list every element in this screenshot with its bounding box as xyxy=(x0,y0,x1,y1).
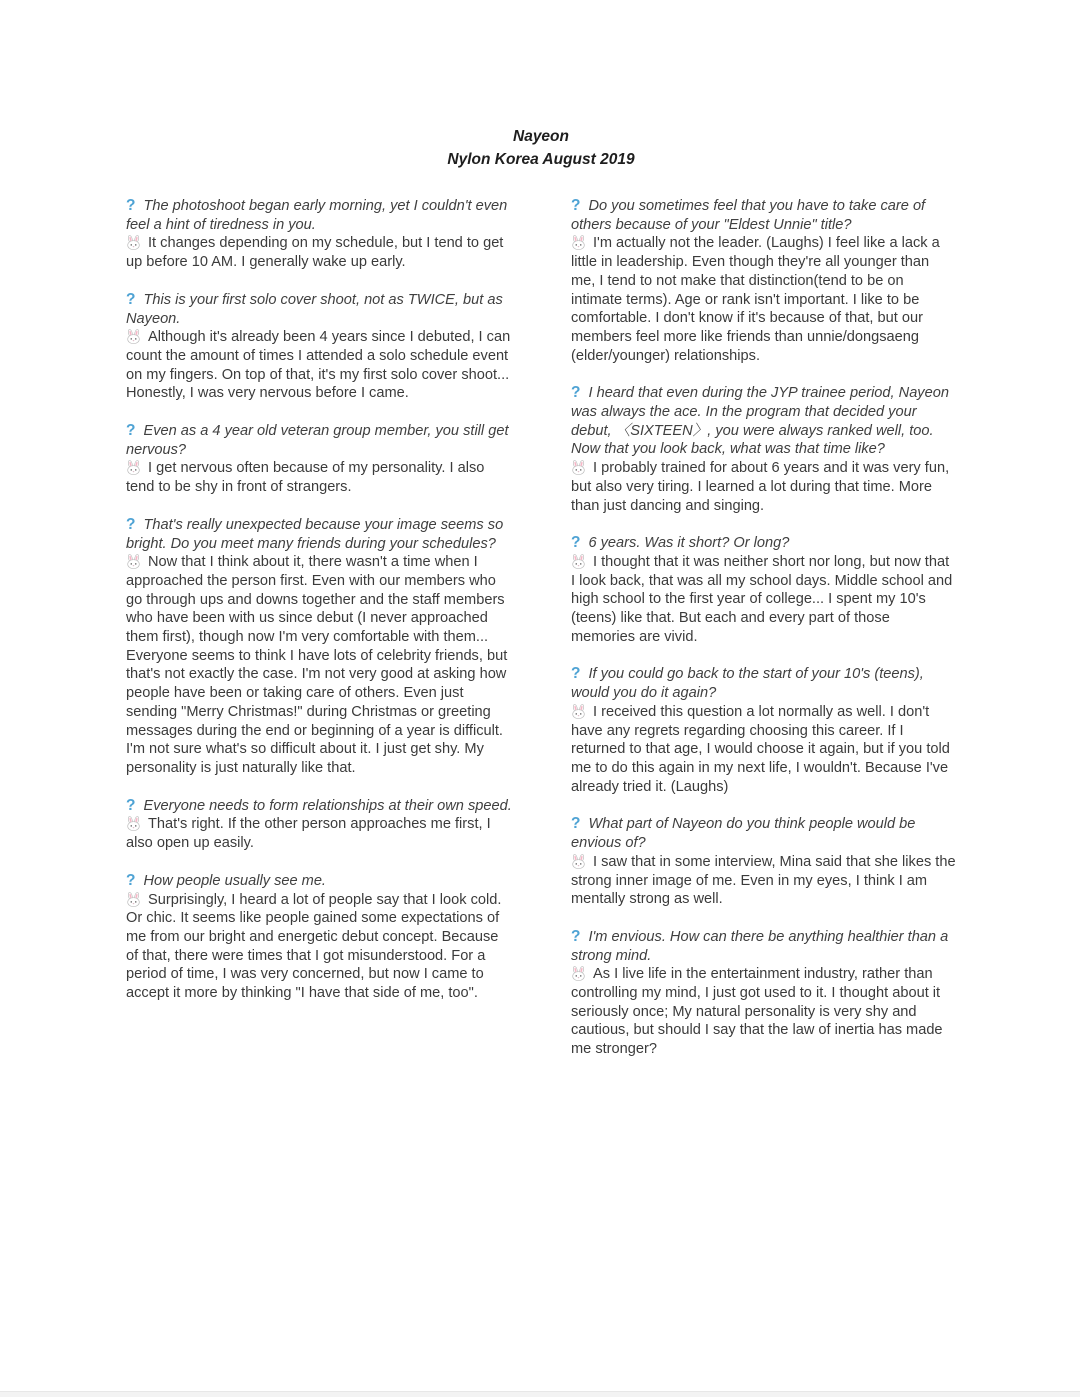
answer xyxy=(571,853,957,909)
question xyxy=(571,928,957,965)
right-column xyxy=(571,197,957,1078)
rabbit-icon xyxy=(571,459,587,478)
question xyxy=(571,384,957,459)
rabbit-icon xyxy=(126,553,142,572)
qa-block xyxy=(571,384,957,515)
answer xyxy=(126,553,512,777)
question-text: Do you sometimes feel that you have to take care of others because of your "Eldest Unnie" title? xyxy=(571,198,926,233)
two-column-layout xyxy=(126,197,956,1078)
page-title: Nayeon xyxy=(513,128,569,145)
answer xyxy=(571,459,957,515)
rabbit-icon xyxy=(126,815,142,834)
document-body xyxy=(126,0,956,1078)
question-mark-icon: ? xyxy=(126,422,136,440)
question-mark-icon: ? xyxy=(571,927,581,945)
question xyxy=(126,422,512,459)
rabbit-icon xyxy=(126,459,142,478)
answer-text: I get nervous often because of my personality. I also tend to be shy in front of strangers. xyxy=(126,460,485,496)
title-block xyxy=(126,0,956,171)
question-text: I'm envious. How can there be anything healthier than a strong mind. xyxy=(571,928,949,964)
question-mark-icon: ? xyxy=(571,197,581,214)
question-text: I heard that even during the JYP trainee period, Nayeon was always the ace. In the program that decided your debut, 〈SIXTEEN〉, you were always ranked well, too. Now that you look back, what was that time like? xyxy=(571,385,949,458)
qa-block xyxy=(571,665,957,796)
answer xyxy=(571,703,957,797)
answer-text: I thought that it was neither short nor long, but now that I look back, that was all my school days. Middle school and high school to the first year of college... I spent my 10's (teens) like that. But each and every part of those memories are vivid. xyxy=(571,553,953,645)
question-text: This is your first solo cover shoot, not as TWICE, but as Nayeon. xyxy=(126,291,503,327)
question xyxy=(571,534,957,553)
answer-text: Although it's already been 4 years since I debuted, I can count the amount of times I attended a solo schedule event on my fingers. On top of that, it's my first solo cover shoot... Honestly, I was very nervous before I came. xyxy=(126,329,511,402)
question xyxy=(126,197,512,234)
question-mark-icon: ? xyxy=(571,815,581,833)
qa-block xyxy=(126,422,512,497)
question-text: Even as a 4 year old veteran group member, you still get nervous? xyxy=(126,423,509,458)
question xyxy=(571,815,957,852)
question xyxy=(126,516,512,553)
answer xyxy=(126,234,512,271)
question-mark-icon: ? xyxy=(126,796,136,814)
rabbit-icon xyxy=(126,234,142,253)
question xyxy=(571,197,957,234)
left-column xyxy=(126,197,512,1078)
answer xyxy=(571,965,957,1059)
answer xyxy=(126,815,512,852)
rabbit-icon xyxy=(126,891,142,910)
rabbit-icon xyxy=(571,965,587,984)
answer-text: I'm actually not the leader. (Laughs) I feel like a lack a little in leadership. Even though they're all younger than me, I tend to not make that distinction(tend to be on intimate terms). Age or rank isn't important. I like to be comfortable. I don't know if it's because of that, but our members feel more like friends than unnie/dongsaeng (elder/younger) relationships. xyxy=(571,235,940,364)
question-text: What part of Nayeon do you think people would be envious of? xyxy=(571,816,916,852)
question-mark-icon: ? xyxy=(126,197,136,214)
question xyxy=(126,797,512,816)
question-mark-icon: ? xyxy=(126,871,136,889)
question-text: That's really unexpected because your image seems so bright. Do you meet many friends during your schedules? xyxy=(126,516,504,552)
question-mark-icon: ? xyxy=(126,290,136,308)
rabbit-icon xyxy=(571,853,587,872)
qa-block xyxy=(126,797,512,853)
qa-block xyxy=(571,815,957,909)
rabbit-icon xyxy=(126,328,142,347)
question-text: 6 years. Was it short? Or long? xyxy=(588,535,790,552)
answer-text: Surprisingly, I heard a lot of people say that I look cold. Or chic. It seems like people gained some expectations of me from our bright and energetic debut concept. Because of that, there were times that I got misunderstood. For a period of time, I was very concerned, but now I came to accept it more by thinking "I have that side of me, too". xyxy=(126,891,502,1002)
question-mark-icon: ? xyxy=(126,515,136,533)
question xyxy=(126,291,512,328)
answer xyxy=(571,553,957,647)
answer xyxy=(126,328,512,403)
rabbit-icon xyxy=(571,553,587,572)
question xyxy=(126,872,512,891)
qa-block xyxy=(571,534,957,646)
page-subtitle: Nylon Korea August 2019 xyxy=(447,151,635,168)
answer-text: That's right. If the other person approaches me first, I also open up easily. xyxy=(126,816,491,852)
answer xyxy=(126,891,512,1003)
question-text: How people usually see me. xyxy=(143,872,326,889)
question-text: If you could go back to the start of your 10's (teens), would you do it again? xyxy=(571,666,924,702)
qa-block xyxy=(126,516,512,778)
answer-text: I probably trained for about 6 years and it was very fun, but also very tiring. I learned a lot during that time. More than just dancing and singing. xyxy=(571,460,950,514)
rabbit-icon xyxy=(571,234,587,253)
qa-block xyxy=(126,197,512,272)
question-text: The photoshoot began early morning, yet I couldn't even feel a hint of tiredness in you. xyxy=(126,198,508,233)
bottom-divider xyxy=(0,1391,1080,1397)
question-text: Everyone needs to form relationships at their own speed. xyxy=(143,797,512,814)
answer-text: I received this question a lot normally as well. I don't have any regrets regarding choosing this career. If I returned to that age, I would choose it again, but if you told me to do this again in my next life, I wouldn't. Because I've already tried it. (Laughs) xyxy=(571,703,950,795)
qa-block xyxy=(571,197,957,365)
qa-block xyxy=(126,872,512,1003)
answer-text: As I live life in the entertainment industry, rather than controlling my mind, I just got used to it. I thought about it seriously once; My natural personality is very shy and cautious, but should I say that the law of inertia has made me stronger? xyxy=(571,966,943,1058)
question-mark-icon: ? xyxy=(571,384,581,402)
qa-block xyxy=(571,928,957,1059)
question-mark-icon: ? xyxy=(571,665,581,683)
answer-text: I saw that in some interview, Mina said that she likes the strong inner image of me. Even in my eyes, I think I am mentally strong as well. xyxy=(571,853,956,908)
answer-text: Now that I think about it, there wasn't a time when I approached the person first. Even with our members who go through ups and downs together and the staff members who have been with us since debut (I never approached them first), though now I'm very comfortable with them... Everyone seems to think I have lots of celebrity friends, but that's not exactly the case. I'm not very good at asking how people have been or taking care of others. Even just sending "Merry Christmas!" during Christmas or greeting messages during the end or beginning of a year is difficult. I'm not sure what's so difficult about it. I just get shy. My personality is just naturally like that. xyxy=(126,554,508,776)
answer xyxy=(571,234,957,365)
answer xyxy=(126,459,512,496)
rabbit-icon xyxy=(571,703,587,722)
question-mark-icon: ? xyxy=(571,534,581,552)
answer-text: It changes depending on my schedule, but I tend to get up before 10 AM. I generally wake up early. xyxy=(126,235,504,271)
qa-block xyxy=(126,291,512,403)
question xyxy=(571,665,957,702)
